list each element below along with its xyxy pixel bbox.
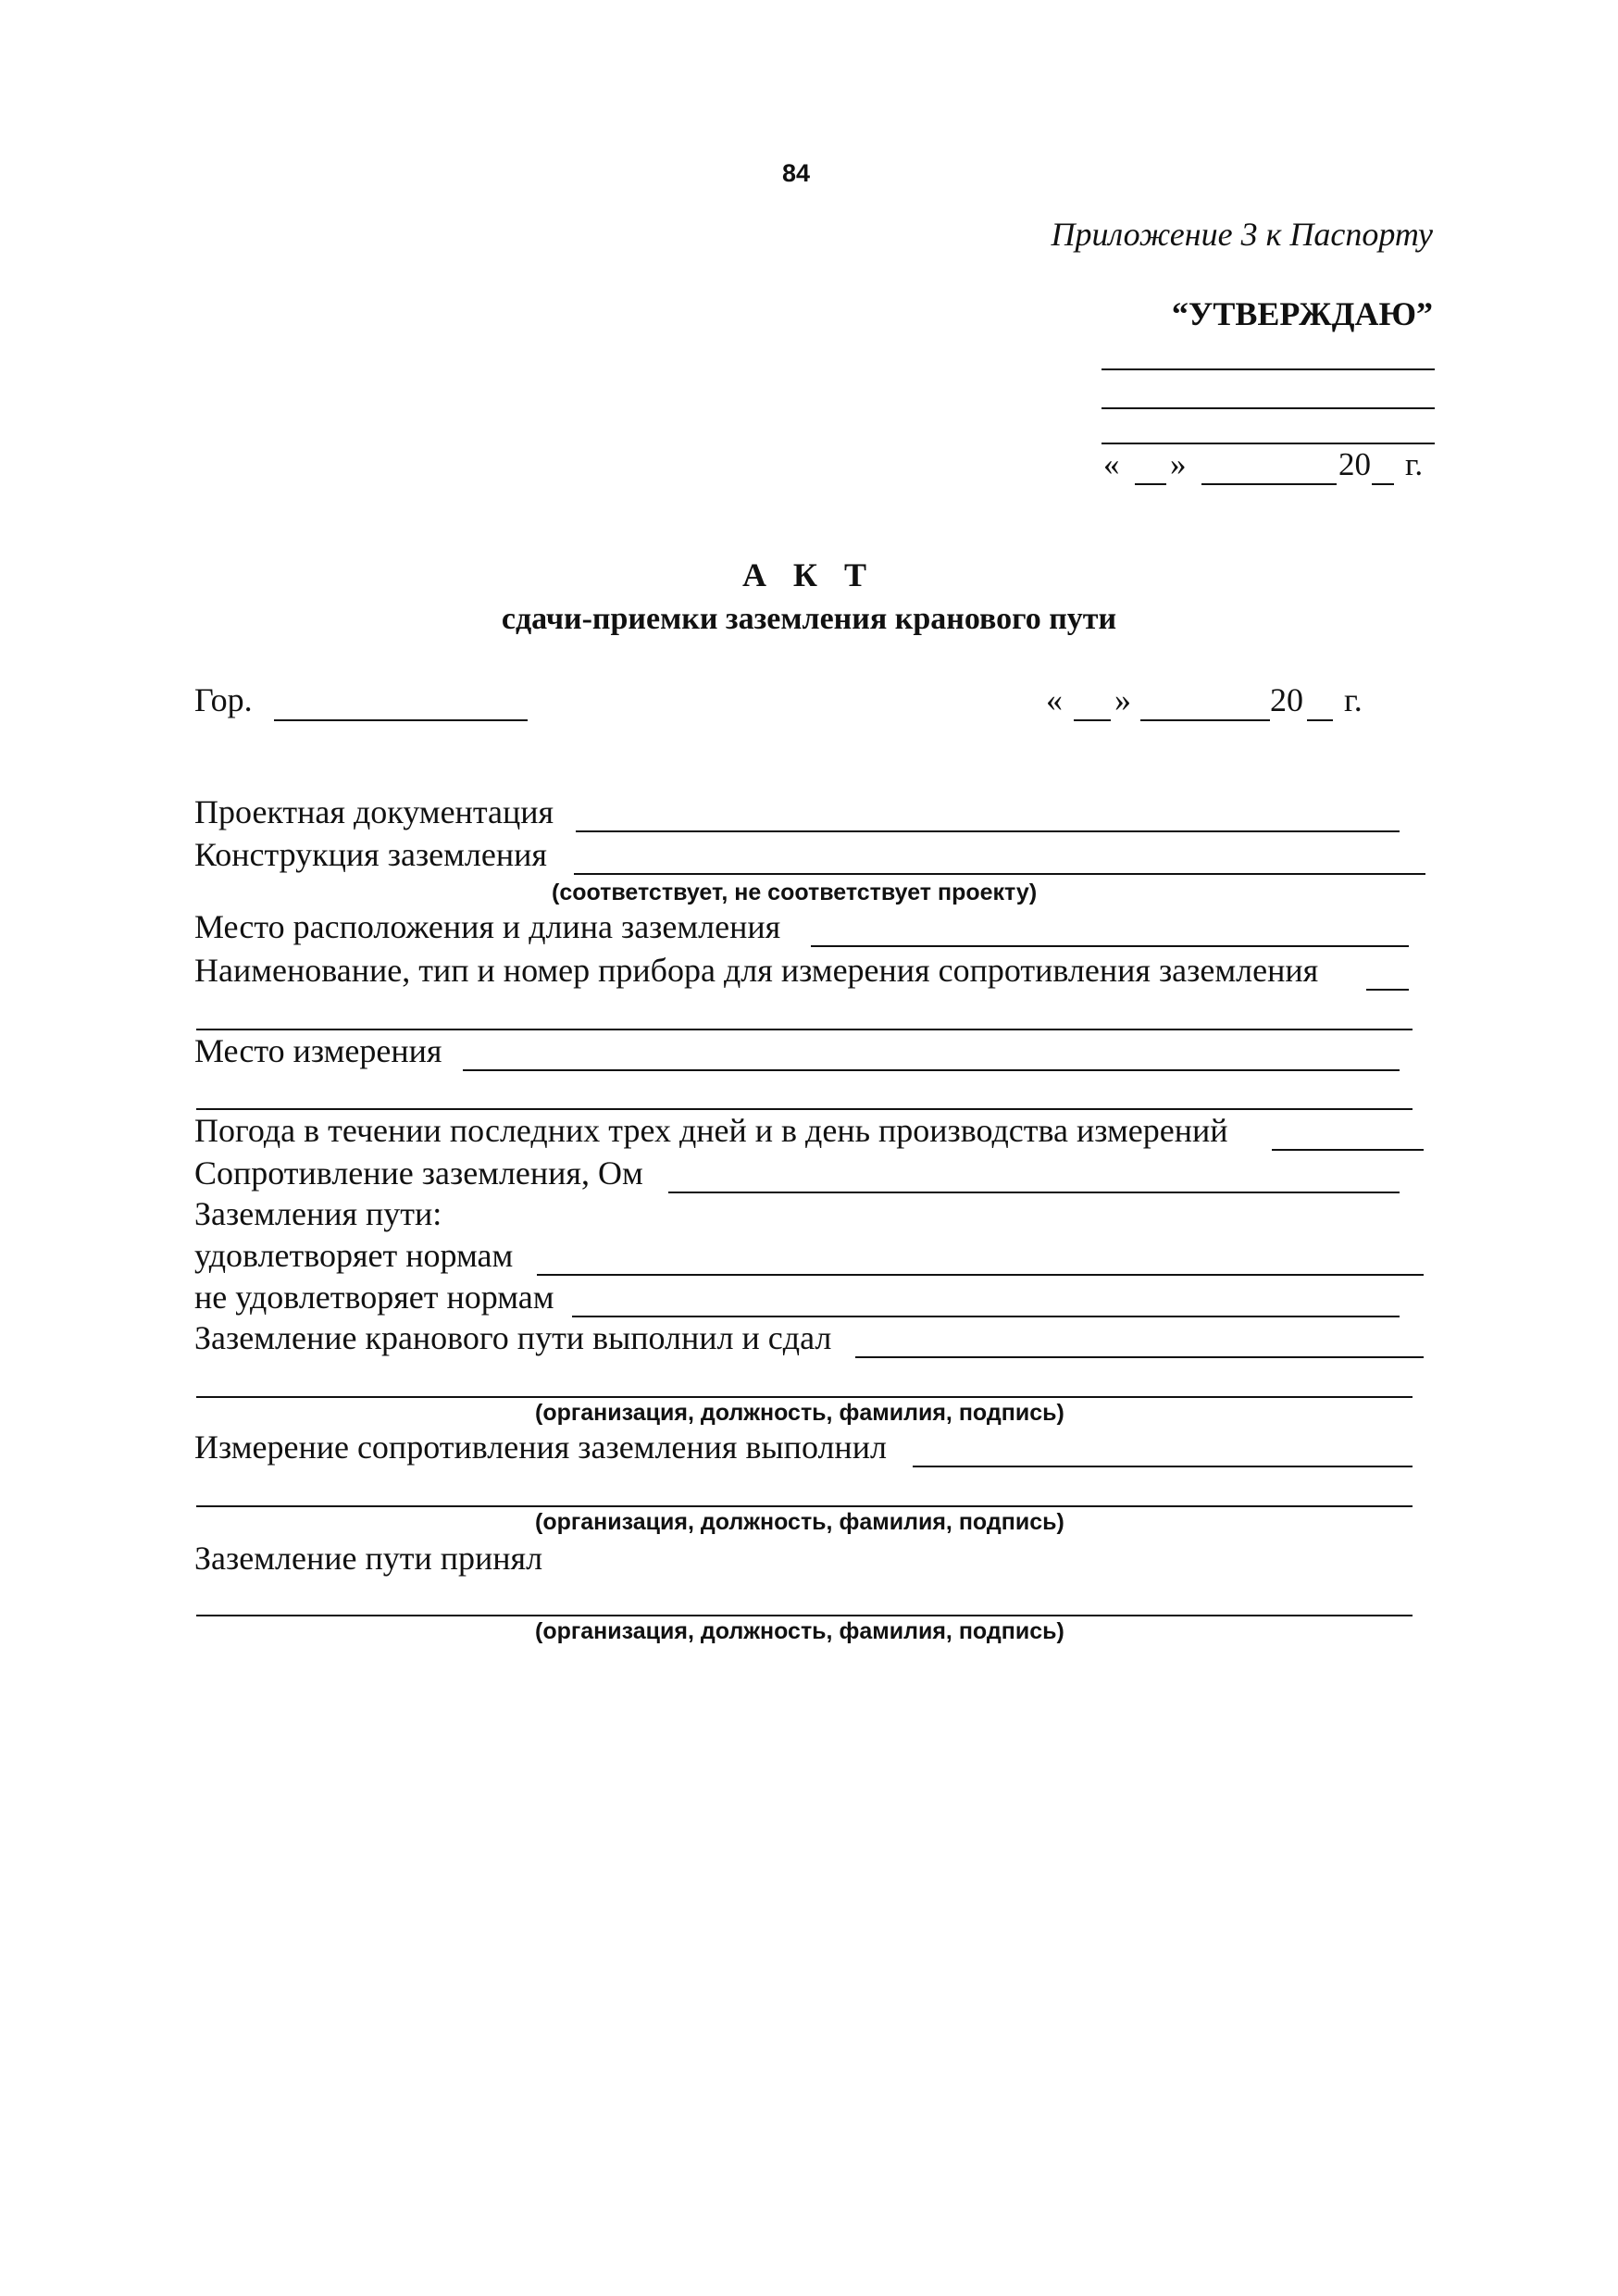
project-docs-field[interactable]: [576, 830, 1400, 832]
quote-close: »: [1114, 681, 1131, 718]
weather-field[interactable]: [1272, 1149, 1424, 1151]
measure-place-label: Место измерения: [194, 1032, 442, 1069]
performed-by-label: Заземление кранового пути выполнил и сдал: [194, 1319, 832, 1356]
project-docs-label: Проектная документация: [194, 793, 554, 830]
page-number: 84: [782, 159, 811, 187]
resistance-field[interactable]: [668, 1192, 1400, 1193]
accepted-by-caption: (организация, должность, фамилия, подпись): [535, 1618, 1064, 1644]
act-day-blank[interactable]: [1074, 719, 1111, 721]
city-field[interactable]: [274, 719, 528, 721]
grounding-design-label: Конструкция заземления: [194, 836, 547, 873]
weather-label: Погода в течении последних трех дней и в день производства измерений: [194, 1112, 1228, 1149]
act-year-suffix: г.: [1344, 681, 1363, 718]
measured-by-caption: (организация, должность, фамилия, подпись): [535, 1509, 1064, 1535]
approve-day-blank[interactable]: [1135, 483, 1166, 485]
measured-by-field-continuation[interactable]: [196, 1505, 1413, 1507]
quote-open: «: [1046, 681, 1063, 718]
accepted-by-field[interactable]: [196, 1615, 1413, 1616]
approve-heading: “УТВЕРЖДАЮ”: [1171, 295, 1433, 332]
not-meets-norms-label: не удовлетворяет нормам: [194, 1279, 554, 1316]
act-year-prefix: 20: [1270, 681, 1303, 718]
device-field-continuation[interactable]: [196, 1029, 1413, 1030]
device-label: Наименование, тип и номер прибора для измерения сопротивления заземления: [194, 952, 1319, 989]
accepted-by-label: Заземление пути принял: [194, 1540, 543, 1577]
path-grounding-label: Заземления пути:: [194, 1195, 442, 1232]
appendix-label: Приложение 3 к Паспорту: [1051, 216, 1433, 253]
act-month-blank[interactable]: [1140, 719, 1270, 721]
design-note: (соответствует, не соответствует проекту): [552, 880, 1038, 905]
approve-line-1[interactable]: [1101, 368, 1435, 370]
performed-by-caption: (организация, должность, фамилия, подпись): [535, 1400, 1064, 1426]
quote-open: «: [1103, 446, 1120, 482]
quote-close: »: [1170, 446, 1187, 482]
not-meets-norms-field[interactable]: [572, 1316, 1400, 1317]
location-length-label: Место расположения и длина заземления: [194, 908, 781, 945]
approve-month-blank[interactable]: [1201, 483, 1337, 485]
approve-year-suffix: г.: [1405, 446, 1424, 482]
resistance-label: Сопротивление заземления, Ом: [194, 1154, 643, 1192]
location-length-field[interactable]: [811, 945, 1409, 947]
measured-by-label: Измерение сопротивления заземления выполнил: [194, 1429, 887, 1466]
city-label: Гор.: [194, 681, 253, 718]
device-field[interactable]: [1366, 989, 1409, 991]
meets-norms-field[interactable]: [537, 1274, 1424, 1276]
document-title: А К Т: [741, 556, 877, 593]
grounding-design-field[interactable]: [574, 873, 1425, 875]
performed-by-field[interactable]: [855, 1356, 1424, 1358]
measured-by-field[interactable]: [913, 1466, 1413, 1467]
meets-norms-label: удовлетворяет нормам: [194, 1237, 514, 1274]
approve-line-2[interactable]: [1101, 407, 1435, 409]
measure-place-field-continuation[interactable]: [196, 1108, 1413, 1110]
approve-line-3[interactable]: [1101, 443, 1435, 444]
measure-place-field[interactable]: [463, 1069, 1400, 1071]
act-year-blank[interactable]: [1307, 719, 1333, 721]
approve-year-blank[interactable]: [1372, 483, 1394, 485]
performed-by-field-continuation[interactable]: [196, 1396, 1413, 1398]
document-subtitle: сдачи-приемки заземления кранового пути: [501, 602, 1117, 636]
approve-year-prefix: 20: [1338, 446, 1371, 482]
